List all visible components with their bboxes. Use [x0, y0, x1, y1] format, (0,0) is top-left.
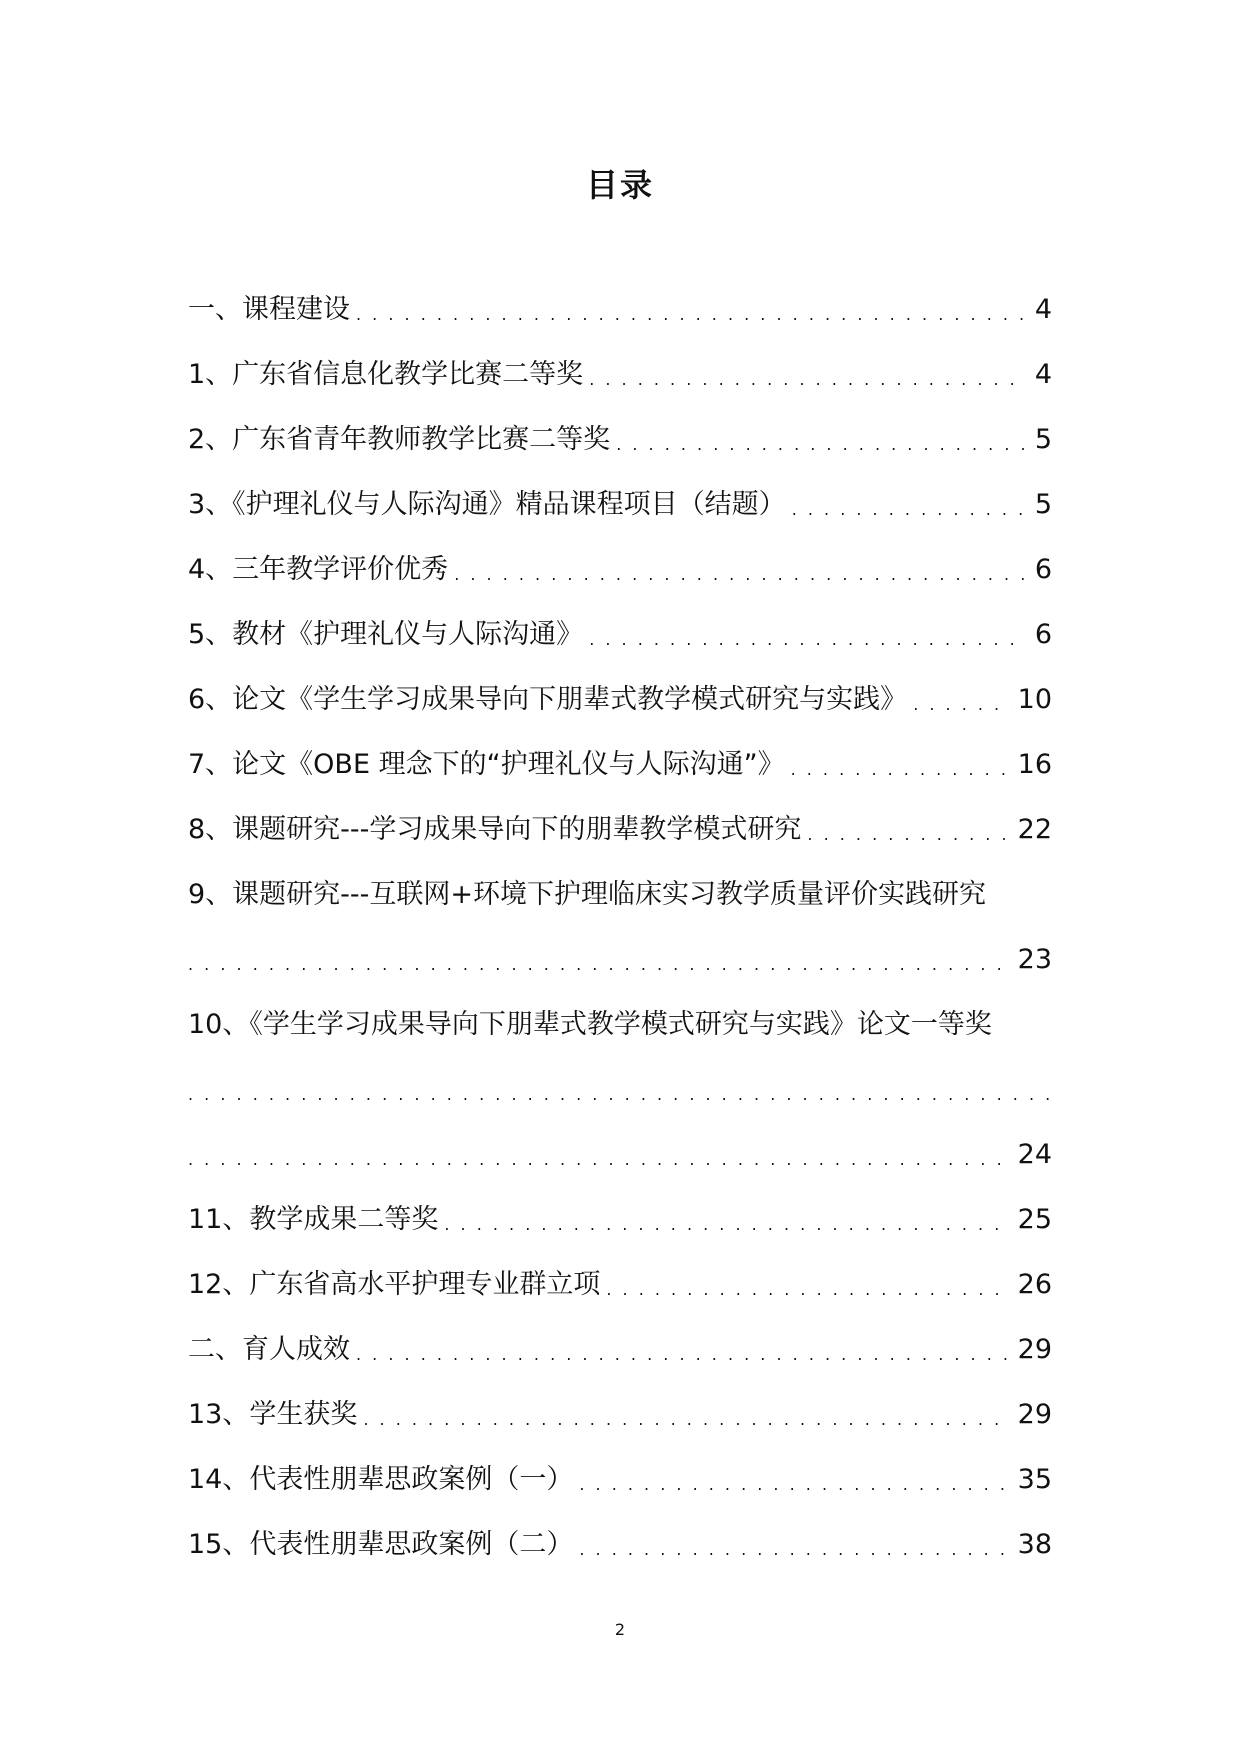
- toc-entry[interactable]: [188, 485, 1052, 525]
- toc-entry-label: 4、三年教学评价优秀: [188, 554, 449, 585]
- toc-entry[interactable]: [188, 875, 1052, 915]
- toc-dot-leader: [589, 367, 1026, 395]
- toc-title: 目录: [585, 166, 654, 204]
- toc-entry[interactable]: [188, 1525, 1052, 1565]
- toc-entry-label: 2、广东省青年教师教学比赛二等奖: [188, 424, 611, 455]
- toc-entry-page: 4: [1034, 359, 1052, 390]
- toc-entry-label: 12、广东省高水平护理专业群立项: [188, 1269, 601, 1300]
- toc-entry-label: 13、学生获奖: [188, 1399, 358, 1430]
- toc-entry-label: 14、代表性朋辈思政案例（一）: [188, 1464, 574, 1495]
- toc-entry-page: 24: [1017, 1139, 1052, 1170]
- toc-dot-leader: [188, 1147, 1012, 1175]
- toc-entry-label: 一、课程建设: [188, 294, 350, 325]
- toc-entry[interactable]: [188, 1005, 1052, 1045]
- toc-entry[interactable]: [188, 1265, 1052, 1305]
- toc-dot-leader: [616, 432, 1026, 460]
- toc-entry-page: 29: [1017, 1399, 1052, 1430]
- page-number: 2: [614, 1620, 626, 1639]
- toc-entry[interactable]: [188, 745, 1052, 785]
- toc-entry-page: 6: [1034, 619, 1052, 650]
- toc-dot-leader: [579, 1472, 1011, 1500]
- toc-entry[interactable]: [188, 1330, 1052, 1370]
- toc-entry-label: 8、课题研究---学习成果导向下的朋辈教学模式研究: [188, 814, 802, 845]
- toc-entry-page: 5: [1034, 489, 1052, 520]
- toc-dot-leader: [444, 1212, 1011, 1240]
- toc-entry[interactable]: [188, 1460, 1052, 1500]
- toc-entry-label: 10、《学生学习成果导向下朋辈式教学模式研究与实践》论文一等奖: [188, 1009, 992, 1040]
- toc-dot-leader: [807, 822, 1011, 850]
- toc-dot-leader: [356, 1342, 1012, 1370]
- toc-dot-leader: [188, 1082, 1052, 1110]
- toc-entry-label: 5、教材《护理礼仪与人际沟通》: [188, 619, 584, 650]
- toc-entry[interactable]: [188, 420, 1052, 460]
- toc-entry-continuation[interactable]: [188, 1135, 1052, 1175]
- toc-entry-page: 35: [1017, 1464, 1052, 1495]
- toc-entry-page: 23: [1017, 944, 1052, 975]
- toc-entry-continuation: [188, 1070, 1052, 1110]
- toc-dot-leader: [792, 497, 1026, 525]
- toc-dot-leader: [913, 692, 1011, 720]
- toc-entry[interactable]: [188, 290, 1052, 330]
- toc-entry-page: 38: [1017, 1529, 1052, 1560]
- toc-entry-label: 9、课题研究---互联网+环境下护理临床实习教学质量评价实践研究: [188, 879, 987, 910]
- toc-dot-leader: [589, 627, 1026, 655]
- toc-dot-leader: [606, 1277, 1011, 1305]
- toc-entry-page: 4: [1034, 294, 1052, 325]
- toc-entry-label: 15、代表性朋辈思政案例（二）: [188, 1529, 574, 1560]
- toc-dot-leader: [363, 1407, 1011, 1435]
- toc-entry[interactable]: [188, 680, 1052, 720]
- toc-entry-label: 3、《护理礼仪与人际沟通》精品课程项目（结题）: [188, 489, 786, 520]
- toc-entry-label: 11、教学成果二等奖: [188, 1204, 439, 1235]
- toc-dot-leader: [454, 562, 1026, 590]
- toc-entry-page: 16: [1017, 749, 1052, 780]
- toc-entry-page: 5: [1034, 424, 1052, 455]
- toc-entry-label: 1、广东省信息化教学比赛二等奖: [188, 359, 584, 390]
- toc-entry[interactable]: [188, 355, 1052, 395]
- toc-entry-page: 22: [1017, 814, 1052, 845]
- toc-entry-page: 6: [1034, 554, 1052, 585]
- toc-entry-page: 26: [1017, 1269, 1052, 1300]
- toc-dot-leader: [579, 1537, 1011, 1565]
- toc-entry-page: 29: [1017, 1334, 1052, 1365]
- toc-entry-label: 二、育人成效: [188, 1334, 350, 1365]
- toc-entry-label: 6、论文《学生学习成果导向下朋辈式教学模式研究与实践》: [188, 684, 908, 715]
- toc-entry-label: 7、论文《OBE 理念下的“护理礼仪与人际沟通”》: [188, 749, 785, 780]
- toc-entry[interactable]: [188, 1200, 1052, 1240]
- toc-entry-continuation[interactable]: [188, 940, 1052, 980]
- toc-entry[interactable]: [188, 550, 1052, 590]
- toc-entry[interactable]: [188, 615, 1052, 655]
- toc-dot-leader: [356, 302, 1026, 330]
- toc-dot-leader: [791, 757, 1012, 785]
- toc-entry[interactable]: [188, 1395, 1052, 1435]
- toc-entry-page: 10: [1017, 684, 1052, 715]
- toc-entry[interactable]: [188, 810, 1052, 850]
- toc-entry-page: 25: [1017, 1204, 1052, 1235]
- toc-dot-leader: [188, 952, 1012, 980]
